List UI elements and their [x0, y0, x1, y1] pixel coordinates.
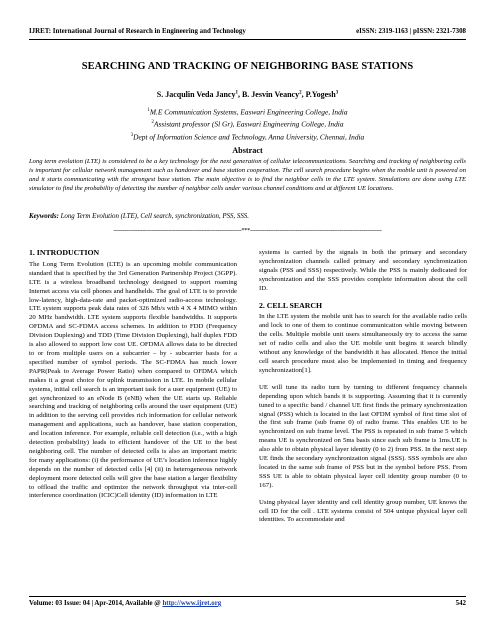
abstract-heading: Abstract [232, 146, 263, 155]
left-column [29, 249, 237, 509]
section-separator: ----------------------------------------------------------------------***------------------------------------------------------------------------ [113, 227, 382, 234]
right-column [259, 249, 467, 533]
page-footer [29, 600, 466, 607]
author-sup: 1 [235, 90, 238, 96]
section-heading-introduction: 1. INTRODUCTION [29, 248, 100, 257]
paper-title: SEARCHING AND TRACKING OF NEIGHBORING BASE STATIONS [81, 61, 414, 72]
keywords-text: Long Term Evolution (LTE), Cell search, synchronization, PSS, SSS. [58, 213, 249, 220]
body-paragraph: Using physical layer identity and cell identity group number, UE knows the cell ID for the cell . LTE systems consist of 504 unique physical layer cell identities. To accommodate and [259, 498, 467, 524]
author-line: S. Jacqulin Veda Jancy$^1$, B. Jesvin Veancy$^2$, P.Yogesh$^3$ [156, 90, 339, 99]
affiliation-line: $^1$M.E Communication Systems, Easwari Engineering College, India [147, 107, 348, 117]
body-paragraph: UE will tune its radio turn by turning to different frequency channels depending upon which bands it is supporting. Assuming that it is currently tuned to a specific band / channel UE first finds the primary synchronization signal (PSS) which is located in the last OFDM symbol of first time slot of the first sub frame (sub frame 0) of radio frame. This enables UE to be synchronized on sub frame level. The PSS is repeated in sub frame 5 which means UE is synchronized on 5ms basis since each sub frame is 1ms.UE is also able to obtain physical layer identity (0 to 2) from PSS. In the next step UE finds the secondary synchronization signal (SSS). SSS symbols are also located in the same sub frame of PSS but in the symbol before PSS. From SSS UE is able to obtain physical layer cell identity group number (0 to 167). [259, 383, 467, 489]
body-paragraph: The Long Term Evolution (LTE) is an upcoming mobile communication standard that is specified by the 3rd Generation Partnership Project (3GPP). LTE is a wireless broadband technology designed to support roaming Internet access via cell phones and handhelds. The goal of LTE is to provide low-latency, high-data-rate and packet-optimized radio-access technology. LTE system supports peak data rates of 326 Mb/s with 4 X 4 MIMO within 20 MHz bandwidth. LTE system supports flexible bandwidths. It supports OFDMA and SC-FDMA access schemes. In addition to FDD (Frequency Division Duplexing) and TDD (Time Division Duplexing), half duplex FDD is also allowed to support low cost UE. OFDMA allows data to be directed to or from multiple users on a subcarrier – by - subcarrier basis for a specified number of symbol periods. The SC-FDMA has much lower PAPR(Peak to Average Power Ratio) when compared to OFDMA which makes it a great choice for uplink transmission in LTE. In mobile cellular systems, initial cell search is an important task for a user equipment (UE) to get synchronized to an eNode B (eNB) when the UE starts up. Reliable searching and tracking of neighboring cells around the user equipment (UE) in addition to the serving cell provides rich information for cellular network management and applications, such as handover, base station cooperation, and location inference. For example, reliable cell detection (i.e., with a high detection probability) leads to efficient handover of the UE to the best neighboring cell. The number of detected cells is also an important metric for many applications: (i) the performance of UE’s location inference highly depends on the number of detected cells [4] (ii) in heterogeneous network deployment more detected cells will give the base station a larger flexibility to offload the traffic and optimize the network throughput via inter-cell interference coordination (ICIC)Cell identity (ID) information in LTE [29, 260, 237, 500]
author-sup: 3 [335, 90, 339, 96]
affiliation-line: $^2$Assistant professor (Sl Gr), Easwari Engineering College, India [151, 119, 344, 129]
body-paragraph: In the LTE system the mobile unit has to search for the available radio cells and lock to one of them to continue communication while moving between the cells. Multiple mobile unit users simultaneously try to access the same set of radio cells and also the UE mobile unit begins it search blindly without any knowledge of the bandwidth it has allocated. Hence the initial cell search procedure must also be implemented in timing and frequency synchronization[1]. [259, 313, 467, 374]
affiliations [29, 105, 466, 142]
affiliation-line: $^3$Dept of Information Science and Technology, Anna University, Chennai, India [130, 132, 365, 142]
keywords-label: Keywords: [29, 213, 59, 220]
footer-volume: Volume: 03 Issue: 04 | Apr-2014, Available @ http://www.ijret.org [29, 600, 222, 607]
page-number: 542 [455, 600, 466, 607]
journal-link[interactable]: http://www.ijret.org [162, 600, 222, 607]
section-heading-cell-search: 2. CELL SEARCH [259, 300, 323, 310]
author-name: S. Jacqulin Veda Jancy [156, 90, 236, 99]
journal-name: IJRET: International Journal of Research in Engineering and Technology [29, 28, 246, 35]
abstract-text: Long term evolution (LTE) is considered to be a key technology for the next generation of cellular telecommunications. Searching and tracking of neighboring cells is important for cellular network management such as handover and base station cooperation. The cell search procedure begins when the mobile unit is powered on and it starts communicating with the strongest base station. The main objective is to find the neighbor cells in the LTE system. Simulations are done using LTE simulator to find the probability of detecting the number of neighbor cells under various channel conditions and at different UE locations. [29, 158, 466, 193]
author-name: B. Jesvin Veancy [241, 90, 300, 99]
body-paragraph: systems is carried by the signals in both the primary and secondary synchronization channels called primary and secondary synchronization signals (PSS and SSS) respectively. While the PSS is mainly dedicated for synchronization and the SSS provides complete information about the cell ID. [259, 249, 467, 292]
author-name: P.Yogesh [305, 90, 336, 99]
header-divider [29, 39, 466, 40]
issn-info: eISSN: 2319-1163 | pISSN: 2321-7308 [356, 28, 466, 35]
author-sup: 2 [299, 90, 302, 96]
keywords-line [29, 213, 466, 220]
footer-divider [29, 596, 466, 597]
